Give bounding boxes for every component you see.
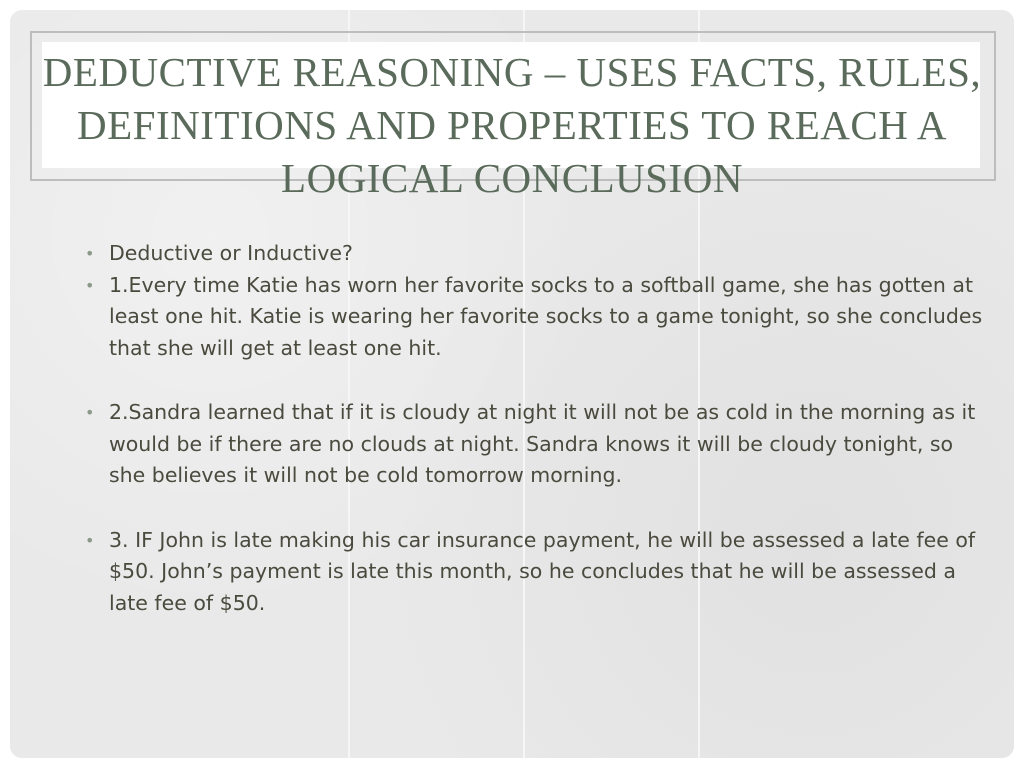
bullet-marker: • (85, 403, 95, 422)
bullet-marker: • (85, 244, 95, 263)
bullet-text: 1.Every time Katie has worn her favorite socks to a softball game, she has gotten at least one hit. Katie is wearing her favorite socks to a game tonight, so she concludes that she will get at least one hit. (109, 272, 983, 360)
bullet-marker: • (85, 275, 95, 295)
bullet-marker: • (85, 530, 95, 550)
slide-title: DEDUCTIVE REASONING – USES FACTS, RULES, DEFINITIONS AND PROPERTIES TO REACH A LOGICAL CONCLUSION (42, 49, 982, 201)
slide (10, 10, 1014, 758)
bullet-list (84, 238, 984, 619)
bullet-item (84, 270, 984, 365)
bullet-item (84, 525, 984, 620)
bullet-text: Deductive or Inductive? (109, 241, 353, 265)
bullet-item (84, 397, 984, 492)
bullet-text: 2.Sandra learned that if it is cloudy at night it will not be as cold in the morning as it would be if there are no clouds at night. Sandra knows it will be cloudy tonight, so she believes it will not be cold tomorrow morning. (109, 400, 976, 487)
bullet-text: 3. IF John is late making his car insurance payment, he will be assessed a late fee of $50. John’s payment is late this month, so he concludes that he will be assessed a late fee of $50. (109, 527, 976, 615)
bullet-item (84, 238, 984, 270)
